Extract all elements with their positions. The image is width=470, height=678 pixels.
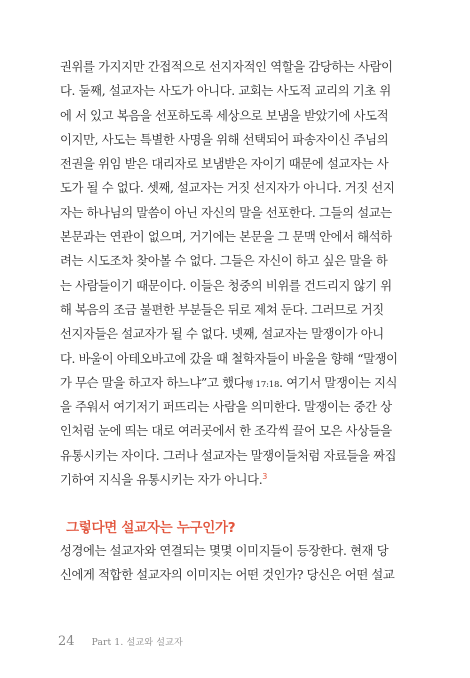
body-line: 는 사람들이기 때문이다. 이들은 청중의 비위를 건드리지 않기 위 — [60, 278, 392, 293]
body-line: 신에게 적합한 설교자의 이미지는 어떤 것인가? 당신은 어떤 설교 — [60, 568, 395, 583]
body-line: 을 주워서 여기저기 퍼뜨리는 사람을 의미한다. 말쟁이는 중간 상 — [60, 400, 392, 415]
body-line: 성경에는 설교자와 연결되는 몇몇 이미지들이 등장한다. 현재 당 — [60, 544, 389, 558]
page-number: 24 — [58, 634, 75, 649]
section-heading: 그렇다면 설교자는 누구인가? — [66, 520, 236, 536]
scripture-reference: 행 17:18 — [245, 379, 280, 390]
body-line-last — [60, 468, 412, 492]
body-line: 에 서 있고 복음을 선포하도록 세상으로 보냄을 받았기에 사도적 — [60, 108, 389, 123]
page-footer — [58, 630, 183, 649]
body-line: 려는 시도조차 찾아볼 수 없다. 그들은 자신이 하고 싶은 말을 하 — [60, 254, 388, 269]
footnote-marker[interactable]: 3 — [262, 471, 268, 481]
body-paragraph — [60, 55, 412, 492]
body-line: 권위를 가지지만 간접적으로 선지자적인 역할을 감당하는 사람이 — [60, 60, 393, 74]
running-head: Part 1. 설교와 설교자 — [91, 638, 183, 648]
line-text: 가 무슨 말을 하고자 하느냐”고 했다 — [60, 375, 246, 390]
section-paragraph — [60, 539, 412, 588]
line-text: . 여기서 말쟁이는 지식 — [279, 375, 398, 390]
body-line: 다. 바울이 아테오바고에 갔을 때 철학자들이 바울을 향해 “말쟁이 — [60, 351, 398, 366]
body-line: 유통시키는 자이다. 그러나 설교자는 말쟁이들처럼 자료들을 짜집 — [60, 448, 397, 463]
line-text: 기하여 지식을 유통시키는 자가 아니다. — [60, 473, 263, 488]
body-line-with-reference — [60, 371, 412, 395]
body-line: 본문과는 연관이 없으며, 거기에는 본문을 그 문맥 안에서 해석하 — [60, 230, 392, 245]
body-line: 다. 둘째, 설교자는 사도가 아니다. 교회는 사도적 교리의 기초 위 — [60, 84, 391, 99]
body-line: 전권을 위임 받은 대리자로 보냄받은 자이기 때문에 설교자는 사 — [60, 157, 389, 172]
body-line: 자는 하나님의 말씀이 아닌 자신의 말을 선포한다. 그들의 설교는 — [60, 205, 392, 220]
body-line: 이지만, 사도는 특별한 사명을 위해 선택되어 파송자이신 주님의 — [60, 132, 389, 147]
body-line: 선지자들은 설교자가 될 수 없다. 넷째, 설교자는 말쟁이가 아니 — [60, 327, 384, 342]
body-line: 해 복음의 조금 불편한 부분들은 뒤로 제쳐 둔다. 그러므로 거짓 — [60, 302, 384, 317]
body-line: 인처럼 눈에 띄는 대로 여러곳에서 한 조각씩 끌어 모은 사상들을 — [60, 424, 392, 439]
body-line: 도가 될 수 없다. 셋째, 설교자는 거짓 선지자가 아니다. 거짓 선지 — [60, 181, 395, 196]
